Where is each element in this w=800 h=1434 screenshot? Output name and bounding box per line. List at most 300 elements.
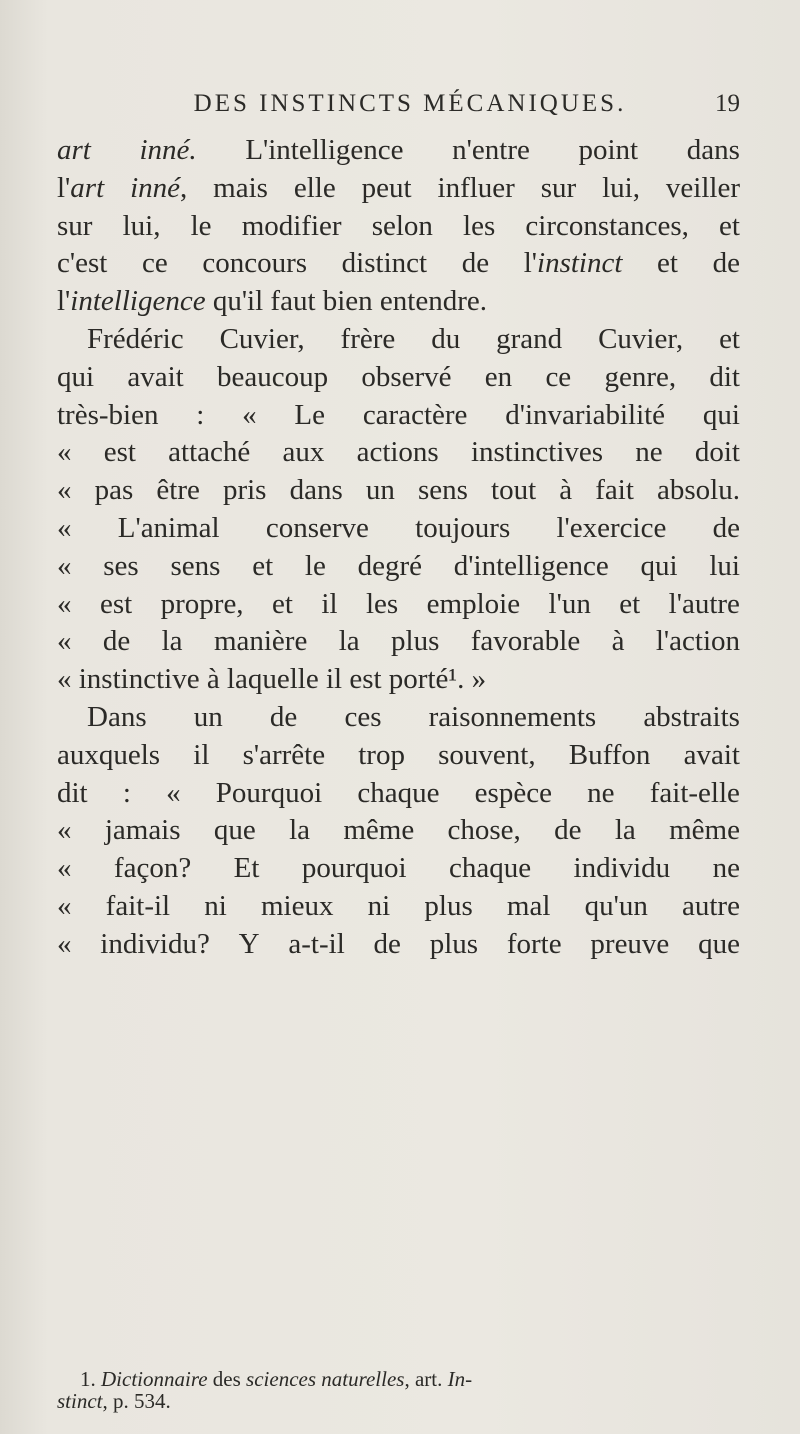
word [669,586,740,624]
word-part: l'autre [668,587,740,620]
text-line [57,850,740,888]
word-part: Le [294,398,326,431]
text-line [57,661,740,699]
word [100,586,132,624]
word-part: en [484,360,513,393]
word [214,623,307,661]
word-part: « [57,927,72,960]
footnote-line [57,1390,740,1412]
word [305,548,326,586]
word [505,397,665,435]
word [57,472,72,510]
word-part: raisonnements [428,700,597,733]
word-part: les [365,587,399,620]
word [114,850,191,888]
word [357,775,439,813]
word-part: de [102,625,131,658]
word [430,926,478,964]
word-part: individu? [100,927,210,960]
word [243,737,326,775]
word [342,245,427,283]
word-part: instinctives [470,436,604,469]
word-part: : [122,776,131,809]
word [431,321,460,359]
word-part: elle [293,171,336,204]
word [641,548,678,586]
word [598,321,683,359]
word-part: trop [358,738,405,771]
word [361,359,451,397]
word-part: avait [127,360,184,393]
word-part: « [57,587,72,620]
word-part: abstraits [643,700,740,733]
word [216,775,322,813]
word-part: le [190,209,212,242]
text-line [57,170,740,208]
word-part: veiller [665,171,740,204]
word [669,812,740,850]
word-part: dit [57,776,88,809]
word-part: à [611,625,625,658]
word [363,397,468,435]
word [290,472,343,510]
word-part: « [242,398,257,431]
word [496,321,562,359]
text-line [57,245,740,283]
word [719,321,740,359]
word-part: influer [437,171,515,204]
word [429,699,597,737]
word: des [207,1367,247,1391]
word: 1. [80,1367,101,1391]
word-part: l'exercice [556,511,667,544]
word-part: beaucoup [216,360,329,393]
text-line [57,586,740,624]
word-part: point [578,134,639,166]
word [713,850,740,888]
word [57,888,72,926]
word [266,510,369,548]
word-part: plus [391,625,440,658]
word [585,888,648,926]
word [123,208,161,246]
word [100,926,210,964]
word-part: distinct [341,247,428,280]
word-part: Frédéric [87,322,184,355]
word-part: doit [694,436,740,469]
word [574,850,671,888]
word-part: la [614,814,636,847]
word [612,623,625,661]
word [220,321,305,359]
word [193,737,209,775]
word-part: qu'un [584,889,648,922]
word-part: chose, [447,814,521,847]
word [507,888,551,926]
word [214,812,256,850]
text-line [57,472,740,510]
word [358,737,405,775]
word-part: pris [222,474,267,507]
word [302,850,407,888]
word [344,699,381,737]
text-line [57,812,740,850]
word-part: « [57,436,72,469]
word [105,812,181,850]
word [695,434,740,472]
word: , p. 534. [102,1389,171,1413]
word-part: fait [595,474,634,507]
word-part: la [289,814,310,847]
word-part: pourquoi [301,852,407,885]
word-part: observé [361,360,452,393]
word [366,472,395,510]
word [357,434,439,472]
word-part: sur [57,209,93,242]
word: Dictionnaire [101,1367,208,1391]
word-part: d'invariabilité [505,398,666,431]
word [462,245,489,283]
word-part: n'entre [452,134,530,166]
word [418,472,468,510]
word-part: « [57,625,72,658]
word [57,737,160,775]
word-part: frère [340,322,396,355]
word [294,397,325,435]
word [372,208,433,246]
word [289,812,310,850]
word [556,510,666,548]
word-part: L'intelligence [245,134,404,166]
footnote [57,1368,740,1412]
word-part: mais [213,171,268,204]
page-header [140,90,740,130]
word-part: de [373,927,401,960]
word [162,623,183,661]
word-part: la [161,625,183,658]
word-part: de [269,700,298,733]
word-part: ces [344,700,382,733]
word-part: de [712,247,740,280]
word [103,623,130,661]
word [666,170,740,208]
word-part: chaque [448,852,532,885]
word [57,623,72,661]
word [595,472,634,510]
word [554,812,581,850]
word-part: et [619,587,641,620]
word [438,170,515,208]
word-part: ne [712,852,740,885]
word [57,245,107,283]
word [339,623,360,661]
word-part: instinct [537,247,623,280]
word [321,586,337,624]
word-part: Buffon [568,738,651,771]
word-part: « [57,511,72,544]
word [191,208,212,246]
word: l' [57,285,71,318]
word [57,434,72,472]
word-part: et [657,247,678,280]
word-part: dans [686,134,740,166]
word-part: Cuvier, [219,322,305,355]
word [619,586,640,624]
word [57,397,158,435]
word-part: est [103,436,136,469]
word-part: un [365,474,395,507]
word-part: circonstances, [525,209,689,242]
word-part: l' [523,247,538,280]
word-part: lui [709,549,740,582]
word-part: qui [57,360,95,393]
word [252,548,273,586]
text-line [57,434,740,472]
word-part: inné [130,171,180,204]
word [656,623,740,661]
word-part: jamais [104,814,181,847]
word: In- [447,1367,473,1391]
word [261,888,334,926]
text-line [57,926,740,964]
word-part: même [669,814,740,847]
word-part: grand [496,322,563,355]
word [374,926,401,964]
word-part: caractère [362,398,468,431]
word [713,510,740,548]
footnote-line [57,1368,740,1390]
word [213,170,268,208]
word [142,245,168,283]
word-part: sens [170,549,221,582]
text-line [57,321,740,359]
word [657,245,678,283]
word-part: de [461,247,490,280]
word-part: ses [103,549,139,582]
page-number: 19 [715,90,740,117]
word-part: sur [540,171,577,204]
word [156,472,199,510]
word-part: chaque [357,776,440,809]
word [709,359,740,397]
word [57,170,104,208]
word-part: très-bien [57,398,159,431]
word-part: de [712,511,740,544]
word-part: de [554,814,582,847]
word [196,397,204,435]
word-part: « [57,889,72,922]
word-part: aux [282,436,325,469]
word [424,888,472,926]
word-part: dit [709,360,740,393]
word [239,926,260,964]
word-part: ne [587,776,615,809]
word [719,208,740,246]
word-part: à [559,474,573,507]
word-part: Cuvier, [598,322,684,355]
word [703,397,740,435]
text-line [57,888,740,926]
text-line [57,359,740,397]
word [604,359,676,397]
word [524,245,623,283]
word [139,132,196,170]
word [454,548,609,586]
text-line [57,132,740,170]
word [104,434,136,472]
word [294,170,336,208]
word [95,472,134,510]
word-part: est [99,587,133,620]
word-part: Et [233,852,260,885]
word-part: concours [202,247,308,280]
word-part: art [57,134,91,166]
word-part: ce [141,247,168,280]
word [87,321,184,359]
word-part: ni [367,889,391,922]
word [615,812,636,850]
word [684,737,740,775]
word [590,926,669,964]
word-part: un [193,700,223,733]
word [438,737,535,775]
word-part: selon [371,209,433,242]
text-line [57,397,740,435]
word [57,510,72,548]
word [242,208,342,246]
word-part: mieux [261,889,334,922]
word-part: souvent, [438,738,536,771]
word-part: absolu. [657,474,740,507]
word-part: tout [491,474,537,507]
word-part: ni [204,889,227,922]
word-part: « [57,852,72,885]
word [643,699,740,737]
word [161,586,244,624]
word-part: modifier [241,209,342,242]
word [602,170,640,208]
word-part: art [70,171,105,204]
word-part: degré [357,549,423,582]
word-part: « [57,814,72,847]
word [448,812,521,850]
running-head: DES INSTINCTS MÉCANIQUES. [193,90,627,117]
word: sciences naturelles [246,1367,405,1391]
word-part: s'arrête [242,738,326,771]
word-part: L'animal [117,511,220,544]
word [687,132,740,170]
word [579,132,639,170]
word [57,775,88,813]
word: stinct [57,1389,103,1413]
word [123,775,131,813]
word-part: et [719,209,740,242]
word-part: et [272,587,293,620]
word-part: plus [429,927,479,960]
word [57,586,72,624]
word: , art. [404,1367,448,1391]
word [170,548,220,586]
word [234,850,260,888]
word-part: lui, [122,209,161,242]
word-part: ne [635,436,663,469]
word-part: « [57,549,72,582]
word-part: et [252,549,274,582]
word [245,132,403,170]
word [57,132,91,170]
word [57,548,72,586]
word-part: : [196,398,205,431]
word [471,623,581,661]
word-part: fait-il [105,889,171,922]
word-part: que [698,927,740,960]
word-part: il [321,587,338,620]
word [427,586,520,624]
word-part: fait-elle [649,776,740,809]
word-part: Dans [87,700,147,733]
word-part: sens [417,474,468,507]
word-part: individu [573,852,671,885]
word [194,699,223,737]
word [204,888,227,926]
word-part: la [338,625,360,658]
word-part: c'est [57,247,108,280]
word [682,888,740,926]
word-part: espèce [474,776,552,809]
word-part: qui [702,398,740,431]
word [343,812,414,850]
word-part: le [304,549,326,582]
word [282,434,324,472]
word-part: a-t-il [288,927,345,960]
text-line [57,775,740,813]
word: qu'il faut bien entendre. [205,285,488,318]
word-part: qui [640,549,678,582]
word [358,548,422,586]
word-part: dans [289,474,343,507]
word [368,888,391,926]
word-part: et [719,322,740,355]
word-part: , [180,171,188,204]
word [242,397,257,435]
word-part: favorable [470,625,581,658]
text-line [57,283,740,321]
word [57,926,72,964]
word [130,170,187,208]
word-part: auxquels [57,738,161,771]
word [545,359,571,397]
text-line [57,208,740,246]
word [475,775,552,813]
word [485,359,512,397]
word [166,775,181,813]
word [362,170,412,208]
word-part: être [156,474,200,507]
word [57,812,72,850]
word [223,472,267,510]
word: « instinctive à laquelle il est porté¹. » [57,663,487,696]
word-part: inné. [139,134,197,166]
word [288,926,344,964]
word-part: propre, [160,587,244,620]
word [106,888,170,926]
word [202,245,307,283]
word-part: toujours [415,511,511,544]
word [391,623,439,661]
word [650,775,740,813]
word [87,699,147,737]
word: intelligence [70,285,206,318]
